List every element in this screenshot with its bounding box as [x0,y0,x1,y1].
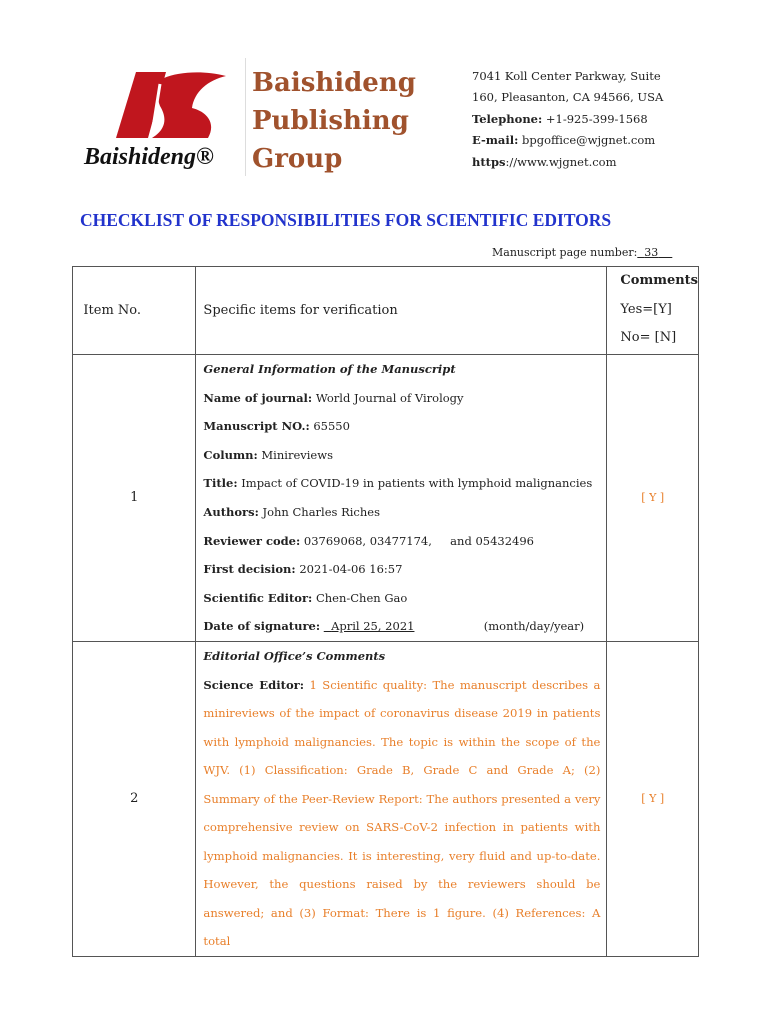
header-specific-items: Specific items for verification [196,267,607,355]
publisher-name-line: Publishing [252,106,409,136]
no-legend: No= [N] [620,330,677,345]
logo-divider [245,58,246,176]
comment-value: [ Y ] [607,355,699,642]
page-title: CHECKLIST OF RESPONSIBILITIES FOR SCIENTIFIC EDITORS [80,210,612,230]
field-title: Title: Impact of COVID-19 in patients with lymphoid malignancies [203,476,593,491]
website [472,155,617,169]
field-scientific-editor: Scientific Editor: Chen-Chen Gao [203,590,408,605]
address-line: 7041 Koll Center Parkway, Suite [472,69,661,83]
website-link[interactable]: ://www.wjgnet.com [505,155,617,169]
science-editor-comment: Science Editor: 1 Scientific quality: The manuscript describes a minireviews of the impact of coronavirus disease 2019 in patients with lymphoid malignancies. The topic is within the scope of the WJV. (1) Classification: Grade B, Grade C and Grade A; (2) Summary of the Peer-Review Report: The authors presented a very comprehensive review on SARS-CoV-2 infection in patients with lymphoid malignancies. It is interesting, very fluid and up-to-date. However, the questions raised by the reviewers should be answered; and (3) Format: There is 1 figure. (4) References: A total [203,677,601,949]
field-reviewer-code: Reviewer code: 03769068, 03477174, and 05432496 [203,533,534,548]
section-heading: Editorial Office’s Comments [203,648,386,663]
item-number: 1 [73,355,196,642]
manuscript-page-value: 33 [644,246,659,259]
email [472,133,655,147]
field-manuscript-no: Manuscript NO.: 65550 [203,419,350,434]
telephone [472,112,648,126]
publisher-name-line: Baishideng [252,68,416,98]
checklist-table [72,266,699,957]
header-item-no: Item No. [73,267,196,355]
field-authors: Authors: John Charles Riches [203,504,380,519]
telephone-value: +1-925-399-1568 [545,112,648,126]
comment-value: [ Y ] [607,641,699,956]
comments-heading: Comments [620,273,698,288]
field-first-decision: First decision: 2021-04-06 16:57 [203,562,403,577]
item-number: 2 [73,641,196,956]
publisher-name-line: Group [252,144,343,174]
table-row [73,641,699,956]
field-date-of-signature: Date of signature: April 25, 2021 (month/day/year) [203,619,585,634]
telephone-label: Telephone: [472,112,543,126]
web-label: https [472,155,506,169]
baishideng-wordmark: Baishideng® [84,144,214,170]
section-heading: General Information of the Manuscript [203,362,456,376]
field-journal: Name of journal: World Journal of Virology [203,390,464,405]
yes-legend: Yes=[Y] [620,301,672,317]
table-header-row [73,267,699,355]
header-comments [607,267,699,355]
row-content [196,641,607,956]
email-link[interactable]: bpgoffice@wjgnet.com [522,133,656,147]
manuscript-page-number [492,246,672,259]
row-content [196,355,607,642]
email-label: E-mail: [472,133,519,147]
baishideng-logo-icon [108,70,228,142]
field-column: Column: Minireviews [203,447,333,462]
address-line: 160, Pleasanton, CA 94566, USA [472,90,664,104]
manuscript-page-label: Manuscript page number: [492,246,638,259]
table-row [73,355,699,642]
